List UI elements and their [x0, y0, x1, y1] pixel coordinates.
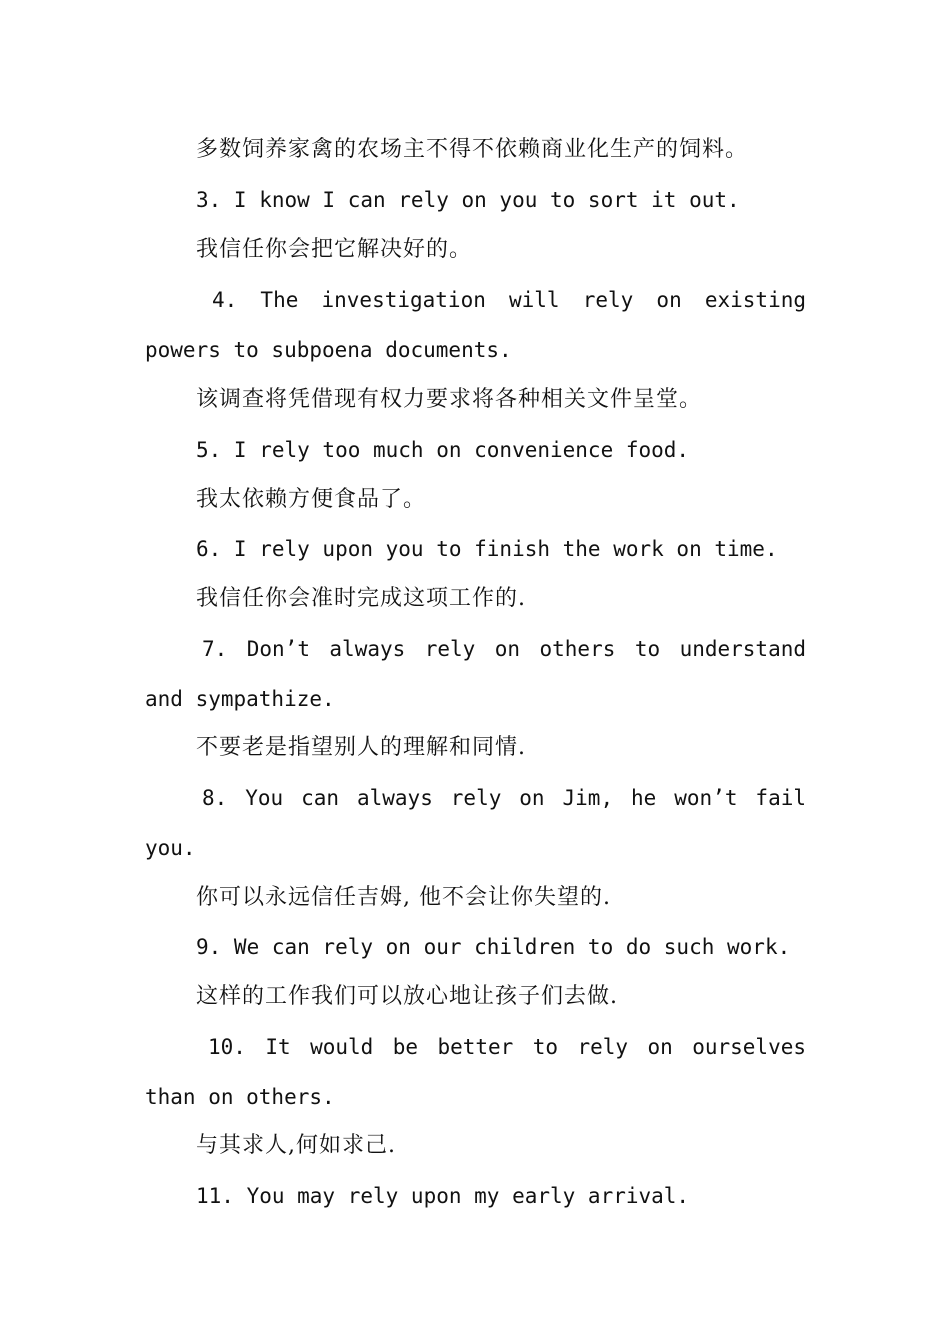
text-line: 与其求人,何如求己. [196, 1133, 396, 1158]
text-line: 我信任你会准时完成这项工作的. [196, 586, 526, 611]
text-line: 7. Don’t always rely on others to understand [202, 637, 806, 661]
text-line: 10. It would be better to rely on ourselves [208, 1035, 806, 1059]
text-line: 6. I rely upon you to finish the work on time. [196, 537, 778, 561]
text-line: 我太依赖方便食品了。 [196, 487, 427, 512]
text-line: 多数饲养家禽的农场主不得不依赖商业化生产的饲料。 [196, 137, 749, 162]
text-line: than on others. [145, 1085, 335, 1109]
text-line: 9. We can rely on our children to do such work. [196, 935, 791, 959]
text-line: you. [145, 836, 196, 860]
text-line: 5. I rely too much on convenience food. [196, 438, 690, 462]
text-line: 4. The investigation will rely on existing [212, 288, 806, 312]
text-line: and sympathize. [145, 687, 335, 711]
text-line: powers to subpoena documents. [145, 338, 512, 362]
text-line: 11. You may rely upon my early arrival. [196, 1184, 690, 1208]
text-line: 3. I know I can rely on you to sort it out. [196, 188, 740, 212]
text-line: 这样的工作我们可以放心地让孩子们去做. [196, 984, 618, 1009]
text-line: 8. You can always rely on Jim, he won’t fail [202, 786, 806, 810]
text-line: 我信任你会把它解决好的。 [196, 237, 473, 262]
text-line: 你可以永远信任吉姆, 他不会让你失望的. [196, 885, 611, 910]
text-line: 不要老是指望别人的理解和同情. [196, 735, 526, 760]
text-line: 该调查将凭借现有权力要求将各种相关文件呈堂。 [196, 387, 703, 412]
